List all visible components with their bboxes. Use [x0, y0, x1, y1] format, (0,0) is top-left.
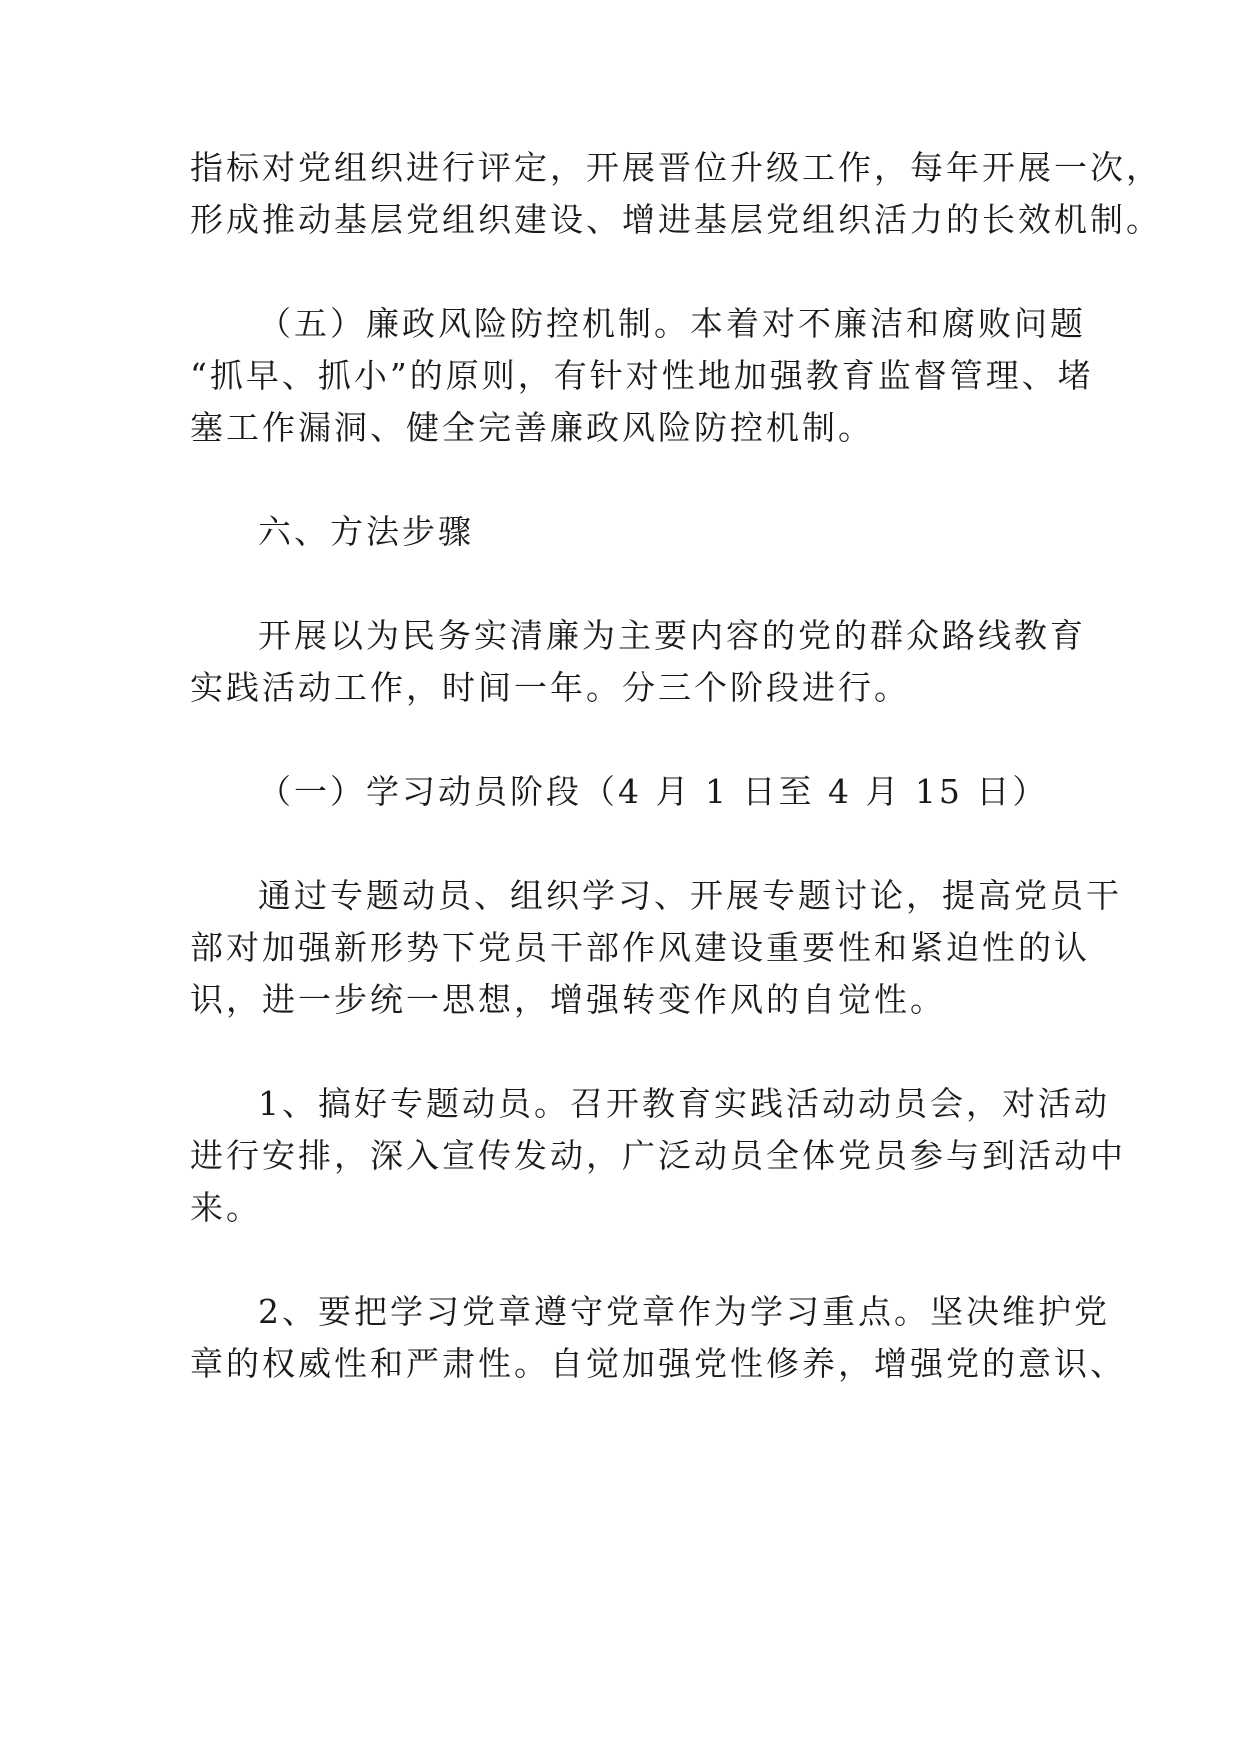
- paragraph-line: 来。: [190, 1188, 262, 1227]
- paragraph-line: 章的权威性和严肃性。自觉加强党性修养，增强党的意识、: [190, 1344, 1126, 1383]
- paragraph-line: （五）廉政风险防控机制。本着对不廉洁和腐败问题: [258, 304, 1086, 343]
- paragraph-line: 指标对党组织进行评定，开展晋位升级工作，每年开展一次，: [190, 148, 1162, 187]
- paragraph-line: “抓早、抓小”的原则，有针对性地加强教育监督管理、堵: [190, 356, 1094, 395]
- paragraph-line: 部对加强新形势下党员干部作风建设重要性和紧迫性的认: [190, 928, 1090, 967]
- paragraph-line: 实践活动工作，时间一年。分三个阶段进行。: [190, 668, 910, 707]
- section-heading: 六、方法步骤: [258, 512, 474, 551]
- paragraph-line: 通过专题动员、组织学习、开展专题讨论，提高党员干: [258, 876, 1122, 915]
- paragraph-line: 1、搞好专题动员。召开教育实践活动动员会，对活动: [258, 1084, 1110, 1123]
- paragraph-line: 识，进一步统一思想，增强转变作风的自觉性。: [190, 980, 946, 1019]
- paragraph-line: 形成推动基层党组织建设、增进基层党组织活力的长效机制。: [190, 200, 1162, 239]
- paragraph-line: 进行安排，深入宣传发动，广泛动员全体党员参与到活动中: [190, 1136, 1126, 1175]
- paragraph-line: 开展以为民务实清廉为主要内容的党的群众路线教育: [258, 616, 1086, 655]
- subsection-heading: （一）学习动员阶段（4 月 1 日至 4 月 15 日）: [258, 772, 1049, 811]
- paragraph-line: 2、要把学习党章遵守党章作为学习重点。坚决维护党: [258, 1292, 1110, 1331]
- paragraph-line: 塞工作漏洞、健全完善廉政风险防控机制。: [190, 408, 874, 447]
